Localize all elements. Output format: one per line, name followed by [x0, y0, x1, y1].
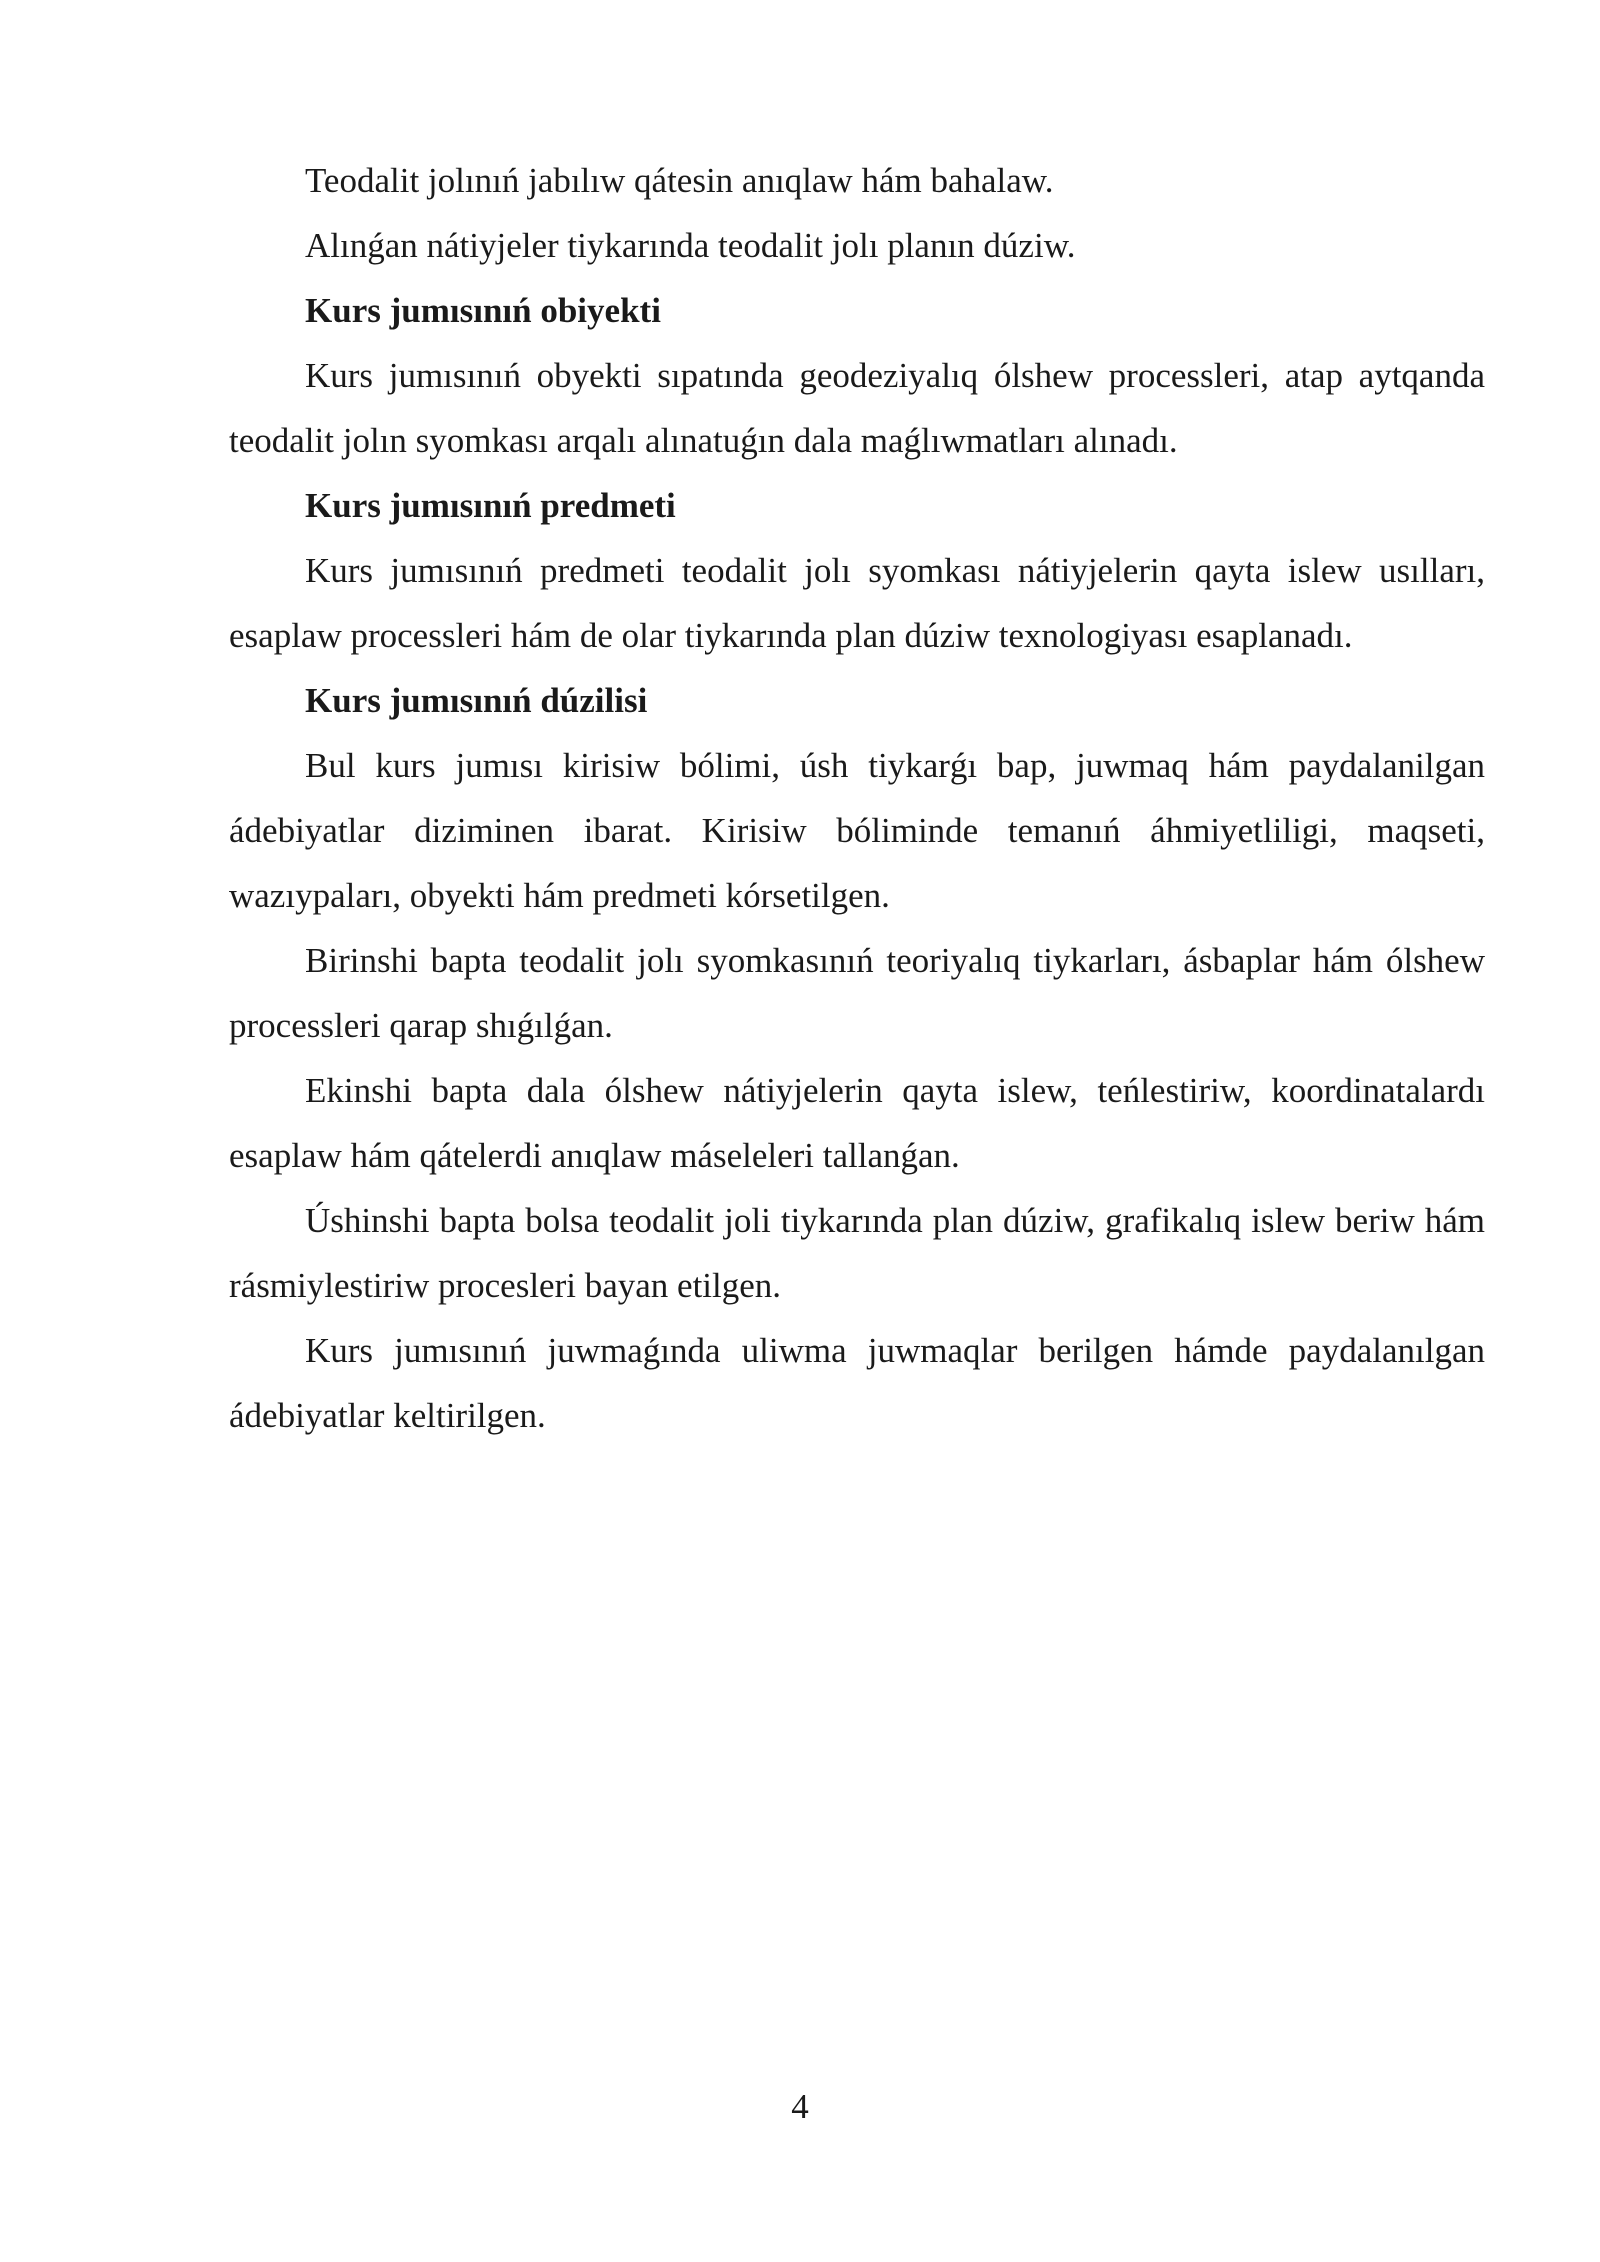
paragraph-conclusion: Kurs jumısınıń juwmaǵında uliwma juwmaqlar berilgen hámde paydalanılgan ádebiyatlar keltirilgen.: [229, 1331, 1485, 1435]
page-number: 4: [791, 2087, 809, 2126]
heading-object: Kurs jumısınıń obiyekti: [305, 291, 661, 330]
paragraph-objective-1: Teodalit jolınıń jabılıw qátesin anıqlaw hám bahalaw.: [305, 161, 1054, 200]
paragraph-structure: Bul kurs jumısı kirisiw bólimi, úsh tiykarǵı bap, juwmaq hám paydalanilgan ádebiyatlar diziminen ibarat. Kirisiw bóliminde temanıń áhmiyetliligi, maqseti, wazıypaları, obyekti hám predmeti kórsetilgen.: [229, 746, 1485, 915]
heading-structure: Kurs jumısınıń dúzilisi: [305, 681, 648, 720]
paragraph-subject: Kurs jumısınıń predmeti teodalit jolı syomkası nátiyjelerin qayta islew usılları, esaplaw processleri hám de olar tiykarında plan dúziw texnologiyası esaplanadı.: [229, 551, 1485, 655]
heading-subject: Kurs jumısınıń predmeti: [305, 486, 676, 525]
paragraph-chapter-3: Úshinshi bapta bolsa teodalit joli tiykarında plan dúziw, grafikalıq islew beriw hám rásmiylestiriw procesleri bayan etilgen.: [229, 1201, 1485, 1305]
document-body: [229, 148, 1485, 1448]
paragraph-objective-2: Alınǵan nátiyjeler tiykarında teodalit jolı planın dúziw.: [305, 226, 1076, 265]
paragraph-chapter-1: Birinshi bapta teodalit jolı syomkasınıń teoriyalıq tiykarları, ásbaplar hám ólshew processleri qarap shıǵılǵan.: [229, 941, 1485, 1045]
paragraph-chapter-2: Ekinshi bapta dala ólshew nátiyjelerin qayta islew, teńlestiriw, koordinatalardı esaplaw hám qátelerdi anıqlaw máseleleri tallanǵan.: [229, 1071, 1485, 1175]
paragraph-object: Kurs jumısınıń obyekti sıpatında geodeziyalıq ólshew processleri, atap aytqanda teodalit jolın syomkası arqalı alınatuǵın dala maǵlıwmatları alınadı.: [229, 356, 1485, 460]
